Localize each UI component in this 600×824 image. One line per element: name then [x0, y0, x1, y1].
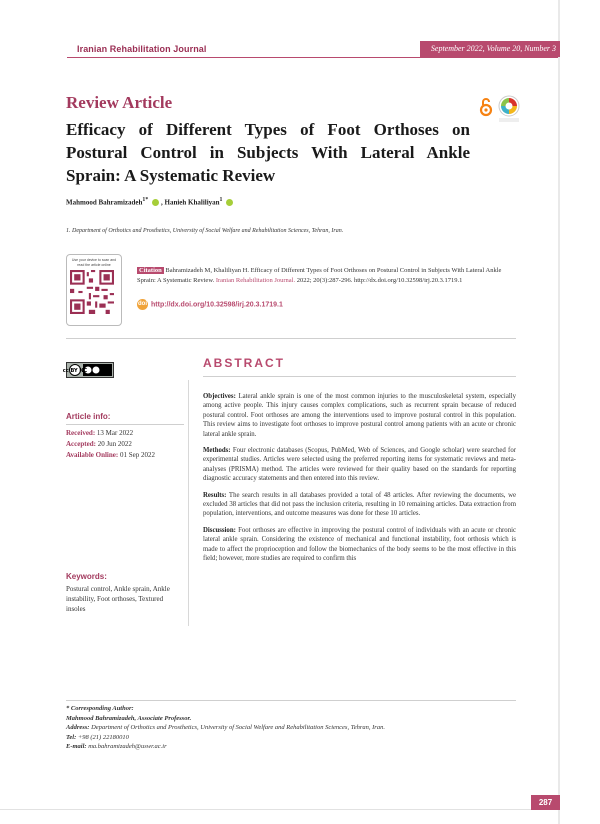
results-text: The search results in all databases provided a total of 48 articles. After reviewing the documents, we excluded 38 articles that did not pass the inclusion criteria, resulting in 10 remaining articles. Data extraction from population, interventions, and outcome measures was done for these 10 articles. [203, 491, 517, 518]
results-label: Results: [203, 491, 227, 499]
author-mark: 1 [219, 197, 223, 203]
footnote-rule [66, 700, 516, 701]
article-info-heading: Article info: [66, 412, 111, 421]
journal-name: Iranian Rehabilitation Journal [77, 44, 207, 54]
article-info [66, 412, 184, 461]
keywords-text: Postural control, Ankle sprain, Ankle instability, Foot orthoses, Textured insoles [66, 585, 170, 613]
accepted-label: Accepted: [66, 440, 96, 448]
online-label: Available Online: [66, 451, 119, 459]
tel-value: +98 (21) 22180010 [77, 733, 129, 741]
page-edge-rule [558, 0, 560, 824]
email-value[interactable]: ma.bahramizadeh@uswr.ac.ir [88, 743, 167, 750]
abstract-methods [203, 446, 516, 484]
doi-row [137, 299, 283, 310]
open-access-icon [479, 97, 493, 117]
author-mark: 1* [142, 197, 149, 203]
address-label: Address: [66, 724, 90, 731]
methods-label: Methods: [203, 447, 231, 455]
citation-label: Citation [139, 267, 162, 274]
received-label: Received: [66, 429, 96, 437]
received-date [66, 428, 184, 439]
discussion-text: Foot orthoses are effective in improving the postural control of individuals with an acute or chronic lateral ankle sprain. Considering the existence of mechanical and functional instability, foot orthosis which is made to affect the proprioception and follow the biomechanics of the body seems to be the most effective in this field; however, more studies are required to confirm this [203, 526, 517, 563]
issue-label: September 2022, Volume 20, Number 3 [420, 41, 560, 57]
corresponding-email [66, 742, 385, 752]
citation-details: 2022; 20(3):287-296. http://dx.doi.org/10.32598/irj.20.3.1719.1 [296, 277, 463, 284]
qr-panel [66, 254, 122, 326]
citation-journal[interactable]: Iranian Rehabilitation Journal. [215, 277, 296, 284]
online-date [66, 450, 184, 461]
tel-label: Tel: [66, 733, 77, 741]
abstract-rule [203, 376, 516, 377]
cc-badge-text: cc BY NC [62, 368, 88, 375]
orcid-icon[interactable] [152, 199, 159, 206]
section-divider [66, 338, 516, 339]
qr-caption: Use your device to scan and read the article online [71, 258, 117, 267]
page-number: 287 [531, 795, 560, 810]
address-value: Department of Orthotics and Prosthetics, University of Social Welfare and Rehabilitation Sciences, Tehran, Iran. [91, 724, 385, 731]
abstract-results [203, 491, 516, 519]
objectives-text: Lateral ankle sprain is one of the most common injuries to the musculoskeletal system, especially among active people. This injury causes complex complications, such as recurrent sprain because of reduced postural control. Foot orthoses are among the interventions used to improve postural control in this population. This review aims to investigate foot orthoses to improve postural control among patients with an acute or chronic lateral ankle sprain. [203, 393, 517, 438]
affiliation: 1. Department of Orthotics and Prosthetics, University of Social Welfare and Rehabilitation Sciences, Tehran, Iran. [66, 228, 344, 234]
author-name: Mahmood Bahramizadeh [66, 198, 143, 207]
article-type: Review Article [66, 93, 173, 112]
article-title: Efficacy of Different Types of Foot Orthoses on Postural Control in Subjects With Lateral Ankle Sprain: A Systematic Review [66, 120, 470, 185]
corresponding-heading: * Corresponding Author: [66, 705, 134, 712]
keywords-heading: Keywords: [66, 572, 107, 581]
citation-text: Bahramizadeh M, Khaliliyan H. Efficacy of Different Types of Foot Orthoses on Postural Control in Subjects With Lateral Ankle Sprain: A Systematic Review. [137, 267, 502, 284]
author-list: Mahmood Bahramizadeh$^{1*}$ , Hanieh Khaliliyan$^1$ [66, 197, 235, 206]
orcid-icon[interactable] [226, 199, 233, 206]
online-value: 01 Sep 2022 [119, 451, 155, 459]
corresponding-address [66, 723, 385, 733]
corresponding-author [66, 704, 385, 752]
accepted-date [66, 439, 184, 450]
abstract-body [203, 392, 516, 571]
creative-commons-icon[interactable] [62, 362, 114, 378]
email-label: E-mail: [66, 743, 87, 750]
corresponding-name: Mahmood Bahramizadeh, Associate Professor. [66, 714, 192, 722]
abstract-objectives [203, 392, 516, 439]
abstract-discussion [203, 526, 516, 564]
methods-text: Four electronic databases (Scopus, PubMed, Web of Sciences, and Google scholar) were searched for experimental studies. Articles were selected using the preferred reporting items for systematic reviews and meta-analyses (PRISMA) method. The articles were reviewed for their quality based on the standards for reporting diagnostic accuracy statements and then entered into this review. [203, 447, 516, 483]
column-divider [188, 380, 189, 626]
doi-icon: doi [137, 299, 148, 310]
author-name: Hanieh Khaliliyan [164, 198, 220, 207]
bottom-rule [0, 809, 560, 810]
received-value: 13 Mar 2022 [96, 429, 134, 437]
citation-block [137, 266, 509, 286]
discussion-label: Discussion: [203, 526, 236, 534]
qr-code-icon[interactable] [70, 270, 114, 314]
doi-link[interactable]: http://dx.doi.org/10.32598/irj.20.3.1719.1 [151, 301, 283, 309]
objectives-label: Objectives: [203, 393, 236, 400]
keywords [66, 572, 184, 614]
info-rule [66, 424, 184, 425]
header-rule [67, 57, 558, 58]
accepted-value: 20 Jun 2022 [97, 440, 132, 448]
abstract-heading: ABSTRACT [203, 356, 285, 370]
corresponding-tel [66, 733, 385, 743]
crossmark-icon[interactable] [497, 95, 521, 125]
